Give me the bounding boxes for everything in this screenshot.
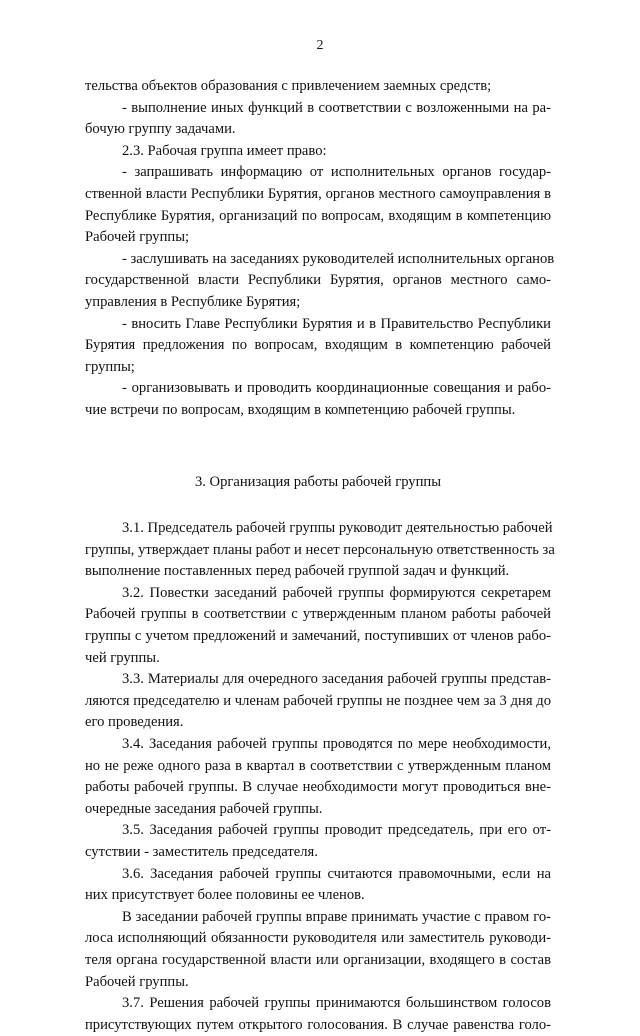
text-line: выполнение поставленных перед рабочей группой задач и функций.	[85, 563, 510, 580]
text-line: - запрашивать информацию от исполнительных органов государ-	[122, 164, 551, 181]
spacer	[85, 422, 551, 447]
text-line: но не реже одного раза в квартал в соответствии с утвержденным планом	[85, 757, 551, 774]
text-line: тельства объектов образования с привлечением заемных средств;	[85, 78, 492, 94]
text-line: лоса исполняющий обязанности руководителя или заместитель руководи-	[85, 930, 551, 947]
section-2-continuation	[85, 76, 555, 422]
text-line: управления в Республике Бурятия;	[85, 293, 301, 310]
text-line: ляются председателю и членам рабочей группы не позднее чем за 3 дня до	[85, 692, 551, 709]
text-line: - вносить Главе Республики Бурятия и в Правительство Республики	[122, 315, 551, 332]
text-line: 3.2. Повестки заседаний рабочей группы формируются секретарем	[122, 584, 551, 601]
text-line: чие встречи по вопросам, входящим в компетенцию рабочей группы.	[85, 401, 516, 418]
text-line: них присутствует более половины ее членов.	[85, 887, 365, 904]
text-line: его проведения.	[85, 714, 184, 731]
text-line: В заседании рабочей группы вправе принимать участие с правом го-	[122, 908, 551, 925]
spacer	[85, 447, 551, 472]
text-line: ственной власти Республики Бурятия, органов местного самоуправления в	[85, 185, 551, 202]
text-line: Бурятия предложения по вопросам, входящим в компетенцию рабочей	[85, 337, 551, 354]
text-line: - организовывать и проводить координационные совещания и рабо-	[122, 380, 551, 397]
text-line: чей группы.	[85, 649, 160, 666]
text-line: 2.3. Рабочая группа имеет право:	[122, 142, 327, 159]
text-line: Рабочей группы в соответствии с утвержденным планом работы рабочей	[85, 606, 551, 623]
text-line: группы, утверждает планы работ и несет персональную ответственность за	[85, 541, 555, 558]
section-heading: 3. Организация работы рабочей группы	[194, 473, 442, 490]
page-number: 2	[316, 38, 324, 53]
text-line: 3.5. Заседания рабочей группы проводит председатель, при его от-	[122, 822, 551, 839]
text-line: 3.1. Председатель рабочей группы руководит деятельностью рабочей	[122, 520, 553, 537]
text-line: теля органа государственной власти или организации, входящего в состав	[85, 951, 551, 968]
text-line: 3.7. Решения рабочей группы принимаются большинством голосов	[122, 995, 551, 1012]
text-line: - выполнение иных функций в соответствии с возложенными на ра-	[122, 99, 551, 116]
text-line: Рабочей группы.	[85, 973, 189, 990]
text-line: - заслушивать на заседаниях руководителей исполнительных органов	[122, 250, 555, 267]
document-body	[85, 76, 555, 1036]
text-line: группы;	[85, 358, 135, 375]
text-line: 3.4. Заседания рабочей группы проводятся по мере необходимости,	[122, 736, 551, 753]
text-line: государственной власти Республики Бурятия, органов местного само-	[85, 272, 551, 289]
text-line: Республике Бурятия, организаций по вопросам, входящим в компетенцию	[85, 207, 551, 224]
text-line: очередные заседания рабочей группы.	[85, 800, 323, 817]
text-line: группы с учетом предложений и замечаний, поступивших от членов рабо-	[85, 628, 551, 645]
section-3-text	[85, 518, 555, 1036]
text-line: Рабочей группы;	[85, 229, 190, 246]
text-line: сутствии - заместитель председателя.	[85, 844, 318, 860]
text-line: бочую группу задачами.	[85, 121, 236, 138]
spacer	[85, 493, 551, 518]
text-line: присутствующих путем открытого голосования. В случае равенства голо-	[85, 1016, 551, 1033]
text-line: работы рабочей группы. В случае необходимости могут проводиться вне-	[85, 779, 551, 796]
text-line: 3.3. Материалы для очередного заседания рабочей группы представ-	[122, 671, 551, 688]
text-line: 3.6. Заседания рабочей группы считаются правомочными, если на	[122, 865, 551, 882]
